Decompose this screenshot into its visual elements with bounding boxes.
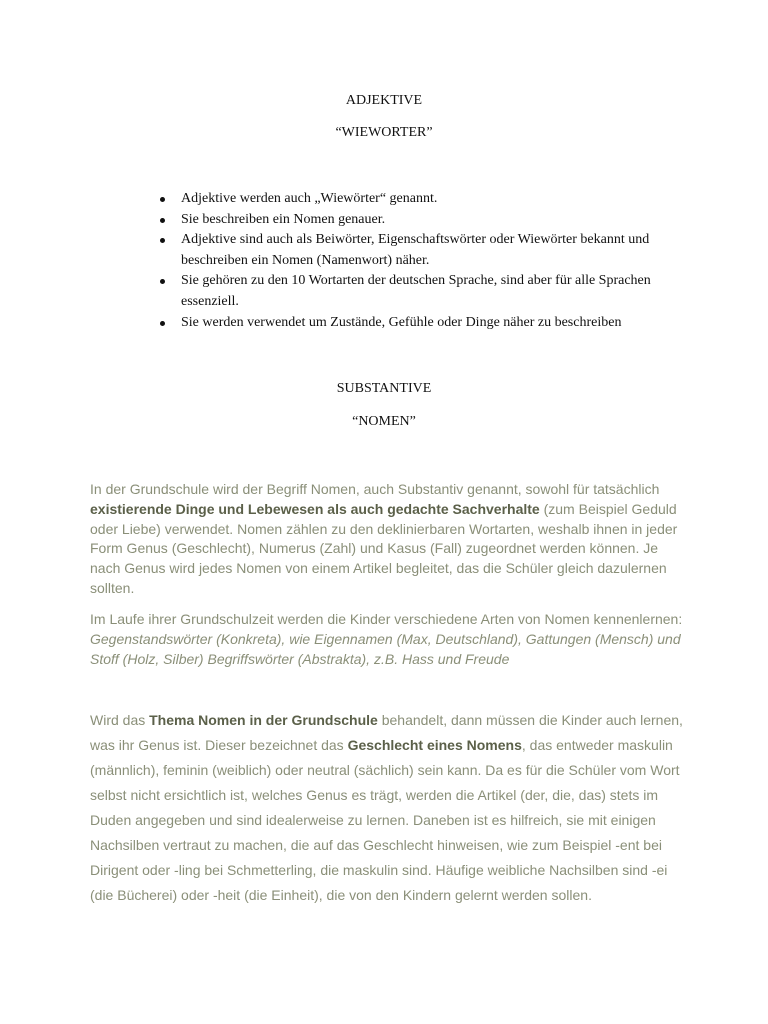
paragraph-italic-text: Gegenstandswörter (Konkreta), wie Eigennamen (Max, Deutschland), Gattungen (Mensch) und Stoff (Holz, Silber) Begriffswörter (Abstrakta), z.B. Hass und Freude bbox=[90, 630, 681, 667]
section-heading-adjektive: ADJEKTIVE bbox=[345, 93, 423, 108]
section-subheading-wiewoerter: “WIEWORTER” bbox=[335, 125, 433, 140]
paragraph-text: Wird das bbox=[90, 712, 150, 728]
bullet-text: Adjektive werden auch „Wiewörter“ genannt. bbox=[181, 191, 438, 206]
section-subheading-nomen: “NOMEN” bbox=[352, 414, 416, 429]
bullet-item bbox=[160, 313, 680, 334]
paragraph-text: , das entweder maskulin (männlich), feminin (weiblich) oder neutral (sächlich) sein kann. Da es für die Schüler vom Wort selbst nicht ersichtlich ist, welches Genus es trägt, werden die Artikel (der, die, das) stets im Duden angegeben und sind idealerweise zu lernen. Daneben ist es hilfreich, sie mit einigen Nachsilben vertraut zu machen, die auf das Geschlecht hinweisen, wie zum Beispiel -ent bei Dirigent oder -ling bei Schmetterling, die maskulin sind. Häufige weibliche Nachsilben sind -ei (die Bücherei) oder -heit (die Einheit), die von den Kindern gelernt werden sollen. bbox=[90, 737, 680, 903]
bullet-text: Adjektive sind auch als Beiwörter, Eigenschaftswörter oder Wiewörter bekannt und beschreiben ein Nomen (Namenwort) näher. bbox=[181, 232, 650, 268]
bullet-icon bbox=[160, 218, 165, 223]
bullet-item bbox=[160, 189, 680, 210]
paragraph-nomen-definition bbox=[90, 480, 690, 599]
adjektive-bullet-list bbox=[160, 189, 680, 333]
paragraph-text: (zum Beispiel Geduld oder Liebe) verwendet. Nomen zählen zu den deklinierbaren Wortarten, weshalb ihnen in jeder Form Genus (Geschlecht), Numerus (Zahl) und Kasus (Fall) zugeordnet werden können. Je nach Genus wird jedes Nomen von einem Artikel begleitet, das die Schüler gleich dazulernen sollten. bbox=[90, 500, 678, 596]
bullet-text: Sie beschreiben ein Nomen genauer. bbox=[181, 211, 386, 227]
bullet-icon bbox=[160, 197, 165, 202]
paragraph-bold-text: Thema Nomen in der Grundschule bbox=[149, 712, 378, 728]
paragraph-nomen-genus bbox=[90, 708, 690, 908]
bullet-text: Sie werden verwendet um Zustände, Gefühle oder Dinge näher zu beschreiben bbox=[181, 314, 622, 330]
bullet-icon bbox=[160, 238, 165, 243]
paragraph-text: Im Laufe ihrer Grundschulzeit werden die Kinder verschiedene Arten von Nomen kennenlernen: bbox=[90, 611, 683, 627]
paragraph-text: behandelt, dann müssen die Kinder auch lernen, was ihr Genus ist. Dieser bezeichnet das bbox=[90, 712, 683, 753]
bullet-icon bbox=[160, 279, 165, 284]
paragraph-text: In der Grundschule wird der Begriff Nomen, auch Substantiv genannt, sowohl für tatsächlich bbox=[90, 481, 660, 497]
bullet-item bbox=[160, 230, 680, 271]
paragraph-bold-text: Geschlecht eines Nomens bbox=[347, 737, 522, 753]
paragraph-nomen-arten bbox=[90, 610, 690, 669]
bullet-icon bbox=[160, 321, 165, 326]
bullet-item bbox=[160, 271, 680, 312]
section-heading-substantive: SUBSTANTIVE bbox=[336, 381, 432, 396]
bullet-text: Sie gehören zu den 10 Wortarten der deutschen Sprache, sind aber für alle Sprachen essenziell. bbox=[181, 273, 651, 309]
bullet-item bbox=[160, 210, 680, 231]
paragraph-bold-text: existierende Dinge und Lebewesen als auch gedachte Sachverhalte bbox=[90, 500, 540, 517]
